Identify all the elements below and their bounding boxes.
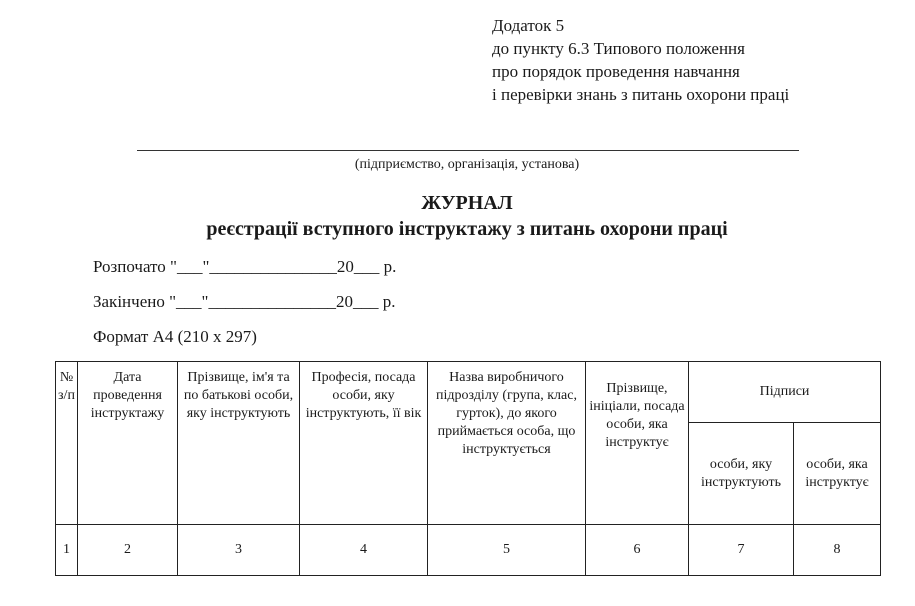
appendix-line: про порядок проведення навчання bbox=[492, 62, 740, 81]
organization-caption: (підприємство, організація, установа) bbox=[354, 157, 580, 172]
appendix-line: до пункту 6.3 Типового положення bbox=[492, 39, 745, 58]
header-full-name: Прізвище, ім'я та по батькові особи, яку інструктують bbox=[178, 362, 300, 525]
header-department: Назва виробничого підрозділу (група, клас, гурток), до якого приймається особа, що інструктується bbox=[428, 362, 586, 525]
column-number: 1 bbox=[56, 525, 78, 576]
title-subtitle: реєстрації вступного інструктажу з питань охорони праці bbox=[206, 218, 728, 240]
header-sig-instructor: особи, яка інструктує bbox=[794, 423, 881, 525]
column-number: 5 bbox=[428, 525, 586, 576]
header-sig-instructed: особи, яку інструктують bbox=[689, 423, 794, 525]
organization-blank-line bbox=[137, 150, 799, 151]
header-row bbox=[56, 362, 881, 423]
column-number: 7 bbox=[689, 525, 794, 576]
page-format: Формат А4 (210 х 297) bbox=[93, 327, 257, 346]
column-number: 4 bbox=[300, 525, 428, 576]
appendix-line: і перевірки знань з питань охорони праці bbox=[492, 85, 790, 104]
finished-date: Закінчено "___"_______________20___ р. bbox=[93, 292, 396, 311]
column-number: 6 bbox=[586, 525, 689, 576]
column-number: 3 bbox=[178, 525, 300, 576]
document-title bbox=[0, 190, 915, 242]
column-number: 2 bbox=[78, 525, 178, 576]
column-number-row bbox=[56, 525, 881, 576]
title-main: ЖУРНАЛ bbox=[421, 192, 513, 214]
column-number: 8 bbox=[794, 525, 881, 576]
journal-table bbox=[55, 361, 881, 576]
header-profession: Професія, посада особи, яку інструктують, її вік bbox=[300, 362, 428, 525]
appendix-block bbox=[492, 14, 789, 106]
appendix-line: Додаток 5 bbox=[492, 16, 565, 35]
started-date: Розпочато "___"_______________20___ р. bbox=[93, 257, 397, 276]
header-signatures: Підписи bbox=[689, 362, 881, 423]
header-number: № з/п bbox=[56, 362, 78, 525]
header-date: Дата проведення інструктажу bbox=[78, 362, 178, 525]
header-instructor: Прізвище, ініціали, посада особи, яка інструктує bbox=[586, 362, 689, 525]
